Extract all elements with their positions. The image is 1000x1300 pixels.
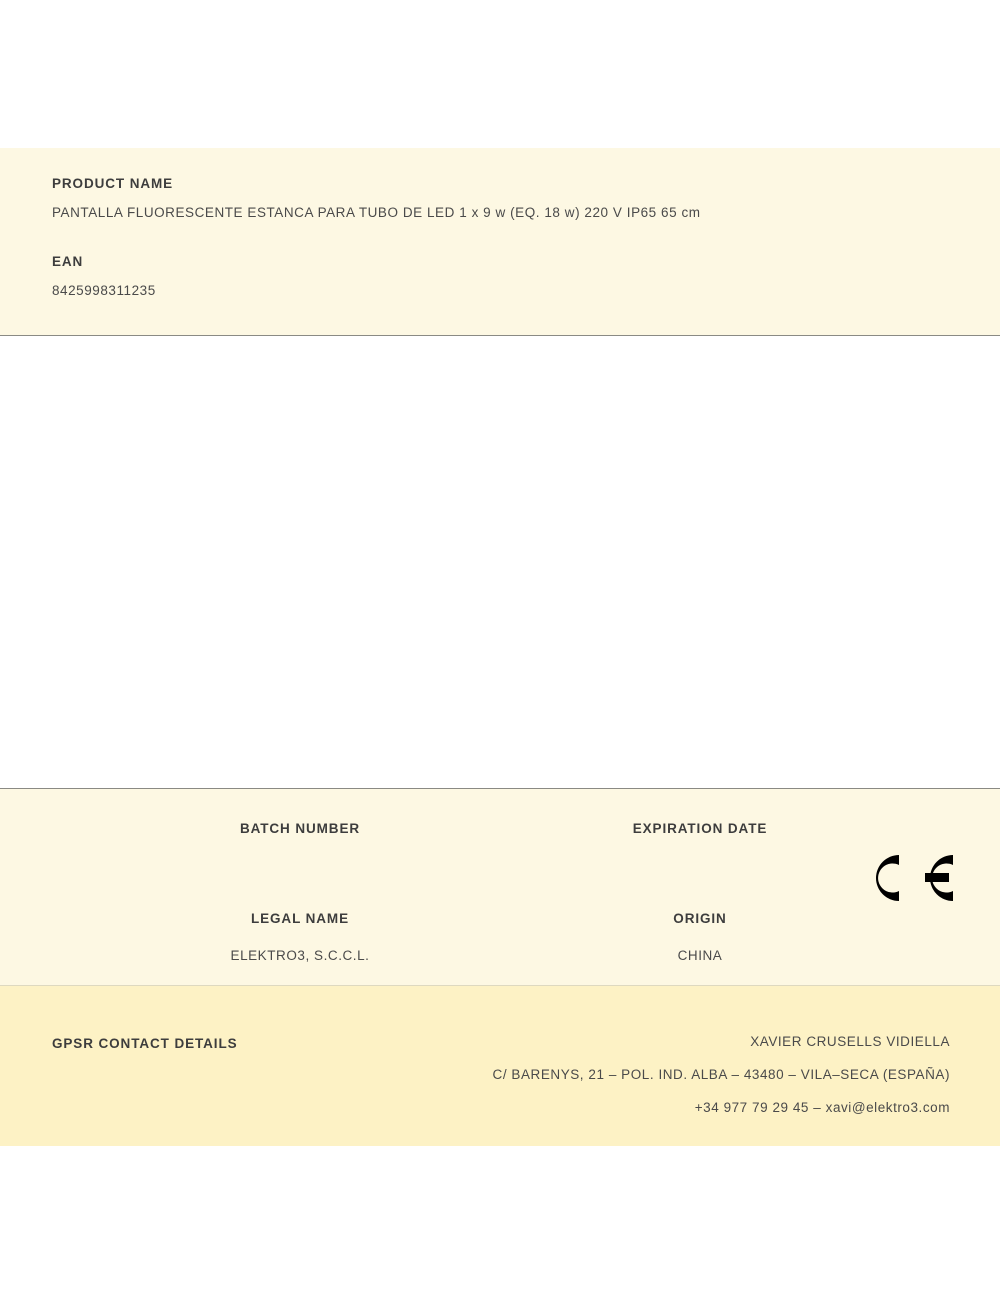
page-footer-space bbox=[0, 1146, 1000, 1300]
ean-value: 8425998311235 bbox=[52, 283, 156, 298]
ce-mark-icon bbox=[855, 847, 955, 909]
legal-name-column bbox=[150, 911, 450, 963]
gpsr-contact-lines bbox=[493, 1034, 950, 1115]
origin-label: ORIGIN bbox=[673, 911, 727, 926]
product-info-inner bbox=[0, 148, 1000, 298]
expiration-date-column bbox=[550, 821, 850, 858]
product-name-value: PANTALLA FLUORESCENTE ESTANCA PARA TUBO DE LED 1 x 9 w (EQ. 18 w) 220 V IP65 65 cm bbox=[52, 205, 701, 220]
origin-value: CHINA bbox=[677, 948, 723, 963]
origin-column bbox=[550, 911, 850, 963]
product-info-band bbox=[0, 148, 1000, 336]
batch-number-column bbox=[150, 821, 450, 858]
manufacturing-info-band bbox=[0, 788, 1000, 986]
gpsr-label: GPSR CONTACT DETAILS bbox=[52, 1036, 238, 1051]
batch-number-label: BATCH NUMBER bbox=[239, 821, 361, 836]
gpsr-contact-name: XAVIER CRUSELLS VIDIELLA bbox=[750, 1034, 950, 1049]
legal-name-value: ELEKTRO3, S.C.C.L. bbox=[230, 948, 370, 963]
gpsr-contact-band bbox=[0, 986, 1000, 1146]
image-placeholder-area bbox=[0, 336, 1000, 788]
legal-name-label: LEGAL NAME bbox=[250, 911, 349, 926]
product-name-label: PRODUCT NAME bbox=[52, 176, 174, 191]
expiration-date-label: EXPIRATION DATE bbox=[632, 821, 768, 836]
ean-label: EAN bbox=[52, 254, 84, 269]
gpsr-contact-phone-email: +34 977 79 29 45 – xavi@elektro3.com bbox=[694, 1100, 950, 1115]
gpsr-contact-address: C/ BARENYS, 21 – POL. IND. ALBA – 43480 – VILA–SECA (ESPAÑA) bbox=[492, 1067, 950, 1082]
